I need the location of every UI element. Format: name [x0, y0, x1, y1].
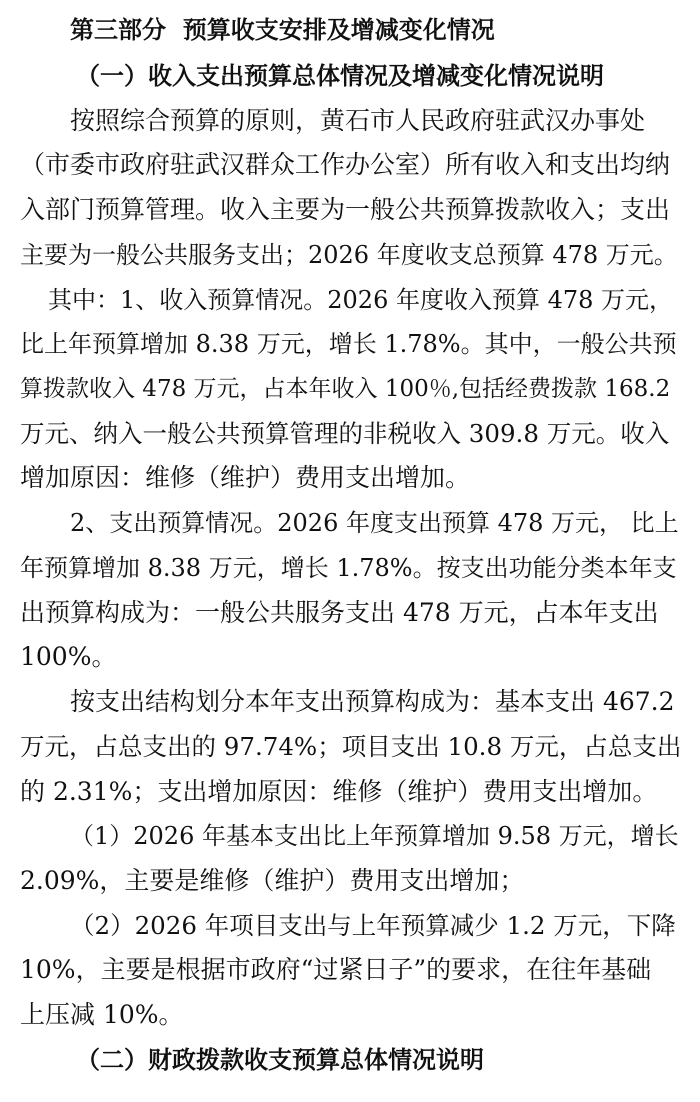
paragraph-line: 主要为一般公共服务支出；2026 年度收支总预算 478 万元。: [20, 241, 678, 269]
paragraph-line: 的 2.31%；支出增加原因：维修（维护）费用支出增加。: [20, 777, 658, 806]
paragraph-line: 2、支出预算情况。2026 年度支出预算 478 万元， 比上: [70, 509, 679, 537]
subsection-title-1: （一）收入支出预算总体情况及增减变化情况说明: [76, 62, 604, 90]
section-title: 第三部分 预算收支安排及增减变化情况: [70, 16, 495, 44]
paragraph-line: 年预算增加 8.38 万元，增长 1.78%。按支出功能分类本年支: [20, 554, 677, 582]
paragraph-line: 10%，主要是根据市政府“过紧日子”的要求，在往年基础: [20, 955, 652, 984]
paragraph-line: 算拨款收入 478 万元，占本年收入 100％,包括经费拨款 168.2: [20, 376, 671, 402]
paragraph-line: （1）2026 年基本支出比上年预算增加 9.58 万元，增长: [70, 822, 679, 850]
paragraph-line: 按照综合预算的原则，黄石市人民政府驻武汉办事处: [70, 106, 646, 135]
paragraph-line: 2.09%，主要是维修（维护）费用支出增加；: [20, 866, 525, 895]
paragraph-line: 比上年预算增加 8.38 万元，增长 1.78%。其中，一般公共预: [20, 330, 677, 358]
paragraph-line: （2）2026 年项目支出与上年预算减少 1.2 万元，下降: [70, 911, 676, 940]
paragraph-line: 万元，占总支出的 97.74%；项目支出 10.8 万元，占总支出: [20, 732, 682, 761]
paragraph-line: 按支出结构划分本年支出预算构成为：基本支出 467.2: [70, 687, 675, 716]
paragraph-line: 其中：1、收入预算情况。2026 年度收入预算 478 万元，: [48, 286, 674, 314]
paragraph-line: 出预算构成为：一般公共服务支出 478 万元，占本年支出: [20, 598, 659, 627]
paragraph-line: 万元、纳入一般公共预算管理的非税收入 309.8 万元。收入: [20, 419, 670, 448]
paragraph-line: 增加原因：维修（维护）费用支出增加。: [20, 463, 471, 492]
paragraph-line: 100%。: [20, 642, 117, 671]
subsection-title-2: （二）财政拨款收支预算总体情况说明: [76, 1046, 484, 1074]
paragraph-line: 入部门预算管理。收入主要为一般公共预算拨款收入；支出: [20, 195, 671, 224]
paragraph-line: 上压减 10%。: [20, 1000, 184, 1029]
paragraph-line: （市委市政府驻武汉群众工作办公室）所有收入和支出均纳: [20, 150, 671, 179]
